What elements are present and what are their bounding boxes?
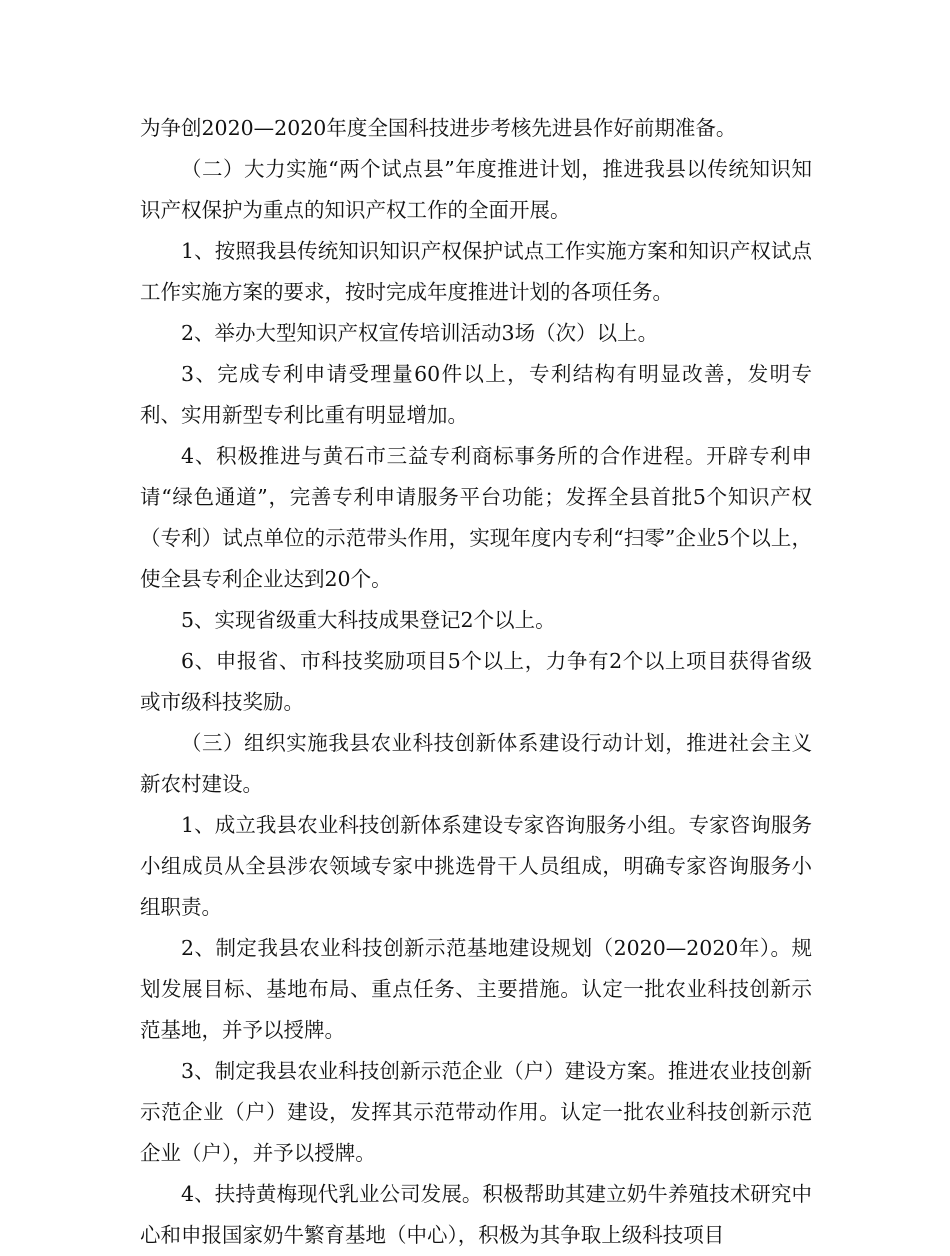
paragraph-11: 3、制定我县农业科技创新示范企业（户）建设方案。推进农业技创新示范企业（户）建设，发挥其示范带动作用。认定一批农业科技创新示范企业（户），并予以授牌。 (140, 1059, 812, 1165)
paragraph-0: 为争创2020—2020年度全国科技进步考核先进县作好前期准备。 (140, 116, 737, 140)
paragraph-4: 3、完成专利申请受理量60件以上，专利结构有明显改善，发明专利、实用新型专利比重有明显增加。 (140, 362, 812, 427)
paragraph-8: （三）组织实施我县农业科技创新体系建设行动计划，推进社会主义新农村建设。 (140, 731, 812, 796)
paragraph-1: （二）大力实施“两个试点县”年度推进计划，推进我县以传统知识知识产权保护为重点的知识产权工作的全面开展。 (140, 157, 812, 222)
paragraph-7: 6、申报省、市科技奖励项目5个以上，力争有2个以上项目获得省级或市级科技奖励。 (140, 649, 812, 714)
paragraph-6: 5、实现省级重大科技成果登记2个以上。 (181, 608, 556, 632)
document-page (140, 108, 812, 1256)
paragraph-12: 4、扶持黄梅现代乳业公司发展。积极帮助其建立奶牛养殖技术研究中心和申报国家奶牛繁育基地（中心），积极为其争取上级科技项目 (140, 1182, 812, 1247)
paragraph-3: 2、举办大型知识产权宣传培训活动3场（次）以上。 (181, 321, 659, 345)
paragraph-9: 1、成立我县农业科技创新体系建设专家咨询服务小组。专家咨询服务小组成员从全县涉农领域专家中挑选骨干人员组成，明确专家咨询服务小组职责。 (140, 813, 812, 919)
paragraph-10: 2、制定我县农业科技创新示范基地建设规划（2020—2020年）。规划发展目标、基地布局、重点任务、主要措施。认定一批农业科技创新示范基地，并予以授牌。 (140, 936, 812, 1042)
paragraph-2: 1、按照我县传统知识知识产权保护试点工作实施方案和知识产权试点工作实施方案的要求，按时完成年度推进计划的各项任务。 (140, 239, 812, 304)
paragraph-5: 4、积极推进与黄石市三益专利商标事务所的合作进程。开辟专利申请“绿色通道”，完善专利申请服务平台功能；发挥全县首批5个知识产权（专利）试点单位的示范带头作用，实现年度内专利“扫零”企业5个以上，使全县专利企业达到20个。 (140, 444, 812, 591)
